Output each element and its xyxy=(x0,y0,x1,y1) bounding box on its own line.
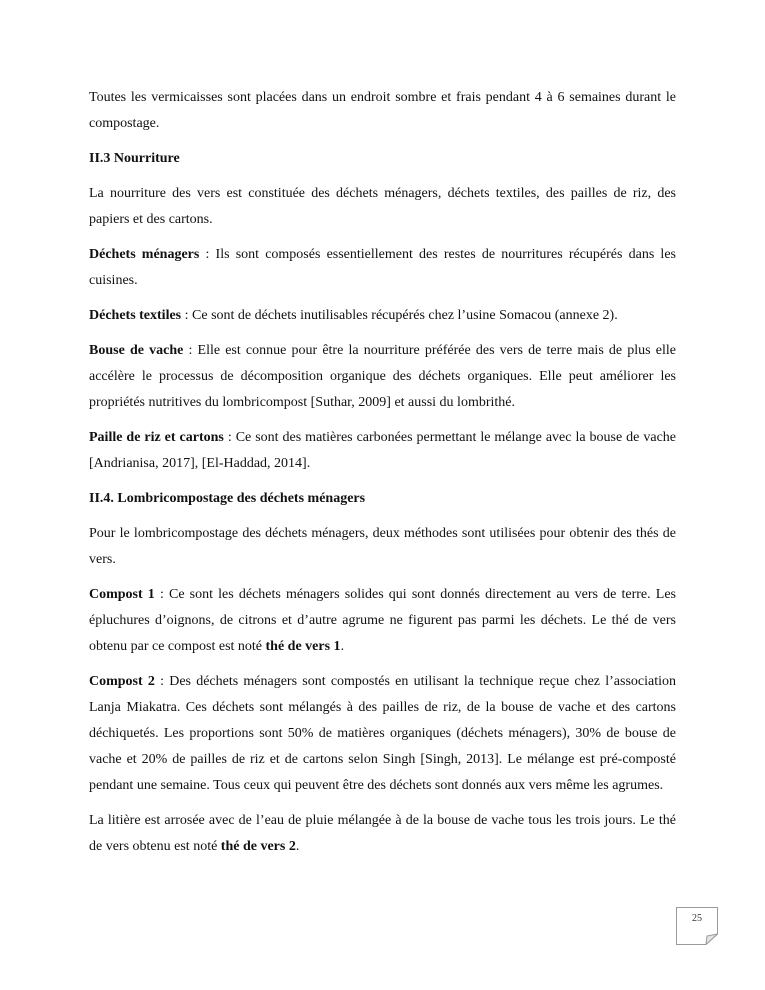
term-bouse-de-vache: Bouse de vache xyxy=(89,343,184,358)
heading-lombricompostage: II.4. Lombricompostage des déchets ménagers xyxy=(89,491,366,506)
term-compost-1: Compost 1 xyxy=(89,587,155,602)
paragraph-compost-1: Compost 1 : Ce sont les déchets ménagers solides qui sont donnés directement au vers de terre. Les épluchures d’oignons, de citrons et d’autre agrume ne figurent pas parmi les déchets. Le thé de vers obtenu par ce compost est noté thé de vers 1. xyxy=(89,587,676,654)
document-body xyxy=(89,85,676,869)
paragraph-vermicaisses: Toutes les vermicaisses sont placées dans un endroit sombre et frais pendant 4 à 6 semaines durant le compostage. xyxy=(89,90,676,131)
term-paille-de-riz: Paille de riz et cartons xyxy=(89,430,224,445)
term-dechets-textiles: Déchets textiles xyxy=(89,308,182,323)
paragraph-bouse-de-vache: Bouse de vache : Elle est connue pour être la nourriture préférée des vers de terre mais de plus elle accélère le processus de décomposition organique des déchets organiques. Elle peut améliorer les propriétés nutritives du lombricompost [Suthar, 2009] et aussi du lombrithé. xyxy=(89,343,676,410)
term-dechets-menagers: Déchets ménagers xyxy=(89,247,200,262)
paragraph-paille-de-riz: Paille de riz et cartons : Ce sont des matières carbonées permettant le mélange avec la bouse de vache [Andrianisa, 2017], [El-Haddad, 2014]. xyxy=(89,430,676,471)
term-the-de-vers-1: thé de vers 1 xyxy=(265,639,341,654)
paragraph-litiere: La litière est arrosée avec de l’eau de pluie mélangée à de la bouse de vache tous les trois jours. Le thé de vers obtenu est noté thé de vers 2. xyxy=(89,813,676,854)
paragraph-nourriture-intro: La nourriture des vers est constituée des déchets ménagers, déchets textiles, des pailles de riz, des papiers et des cartons. xyxy=(89,186,676,227)
term-the-de-vers-2: thé de vers 2 xyxy=(220,839,296,854)
paragraph-dechets-textiles: Déchets textiles : Ce sont de déchets inutilisables récupérés chez l’usine Somacou (annexe 2). xyxy=(89,308,618,323)
paragraph-compost-2: Compost 2 : Des déchets ménagers sont compostés en utilisant la technique reçue chez l’association Lanja Miakatra. Ces déchets sont mélangés à des pailles de riz, de la bouse de vache et des cartons déchiquetés. Les proportions sont 50% de matières organiques (déchets ménagers), 30% de bouse de vache et 20% de pailles de riz et de cartons selon Singh [Singh, 2013]. Le mélange est pré-composté pendant une semaine. Tous ceux qui peuvent être des déchets sont donnés aux vers même les agrumes. xyxy=(89,674,676,793)
page-number: 25 xyxy=(692,913,702,924)
paragraph-lombricompostage-intro: Pour le lombricompostage des déchets ménagers, deux méthodes sont utilisées pour obtenir des thés de vers. xyxy=(89,526,676,567)
heading-nourriture: II.3 Nourriture xyxy=(89,151,180,166)
term-compost-2: Compost 2 xyxy=(89,674,155,689)
page-number-box xyxy=(676,907,718,945)
paragraph-dechets-menagers: Déchets ménagers : Ils sont composés essentiellement des restes de nourritures récupérés dans les cuisines. xyxy=(89,247,676,288)
